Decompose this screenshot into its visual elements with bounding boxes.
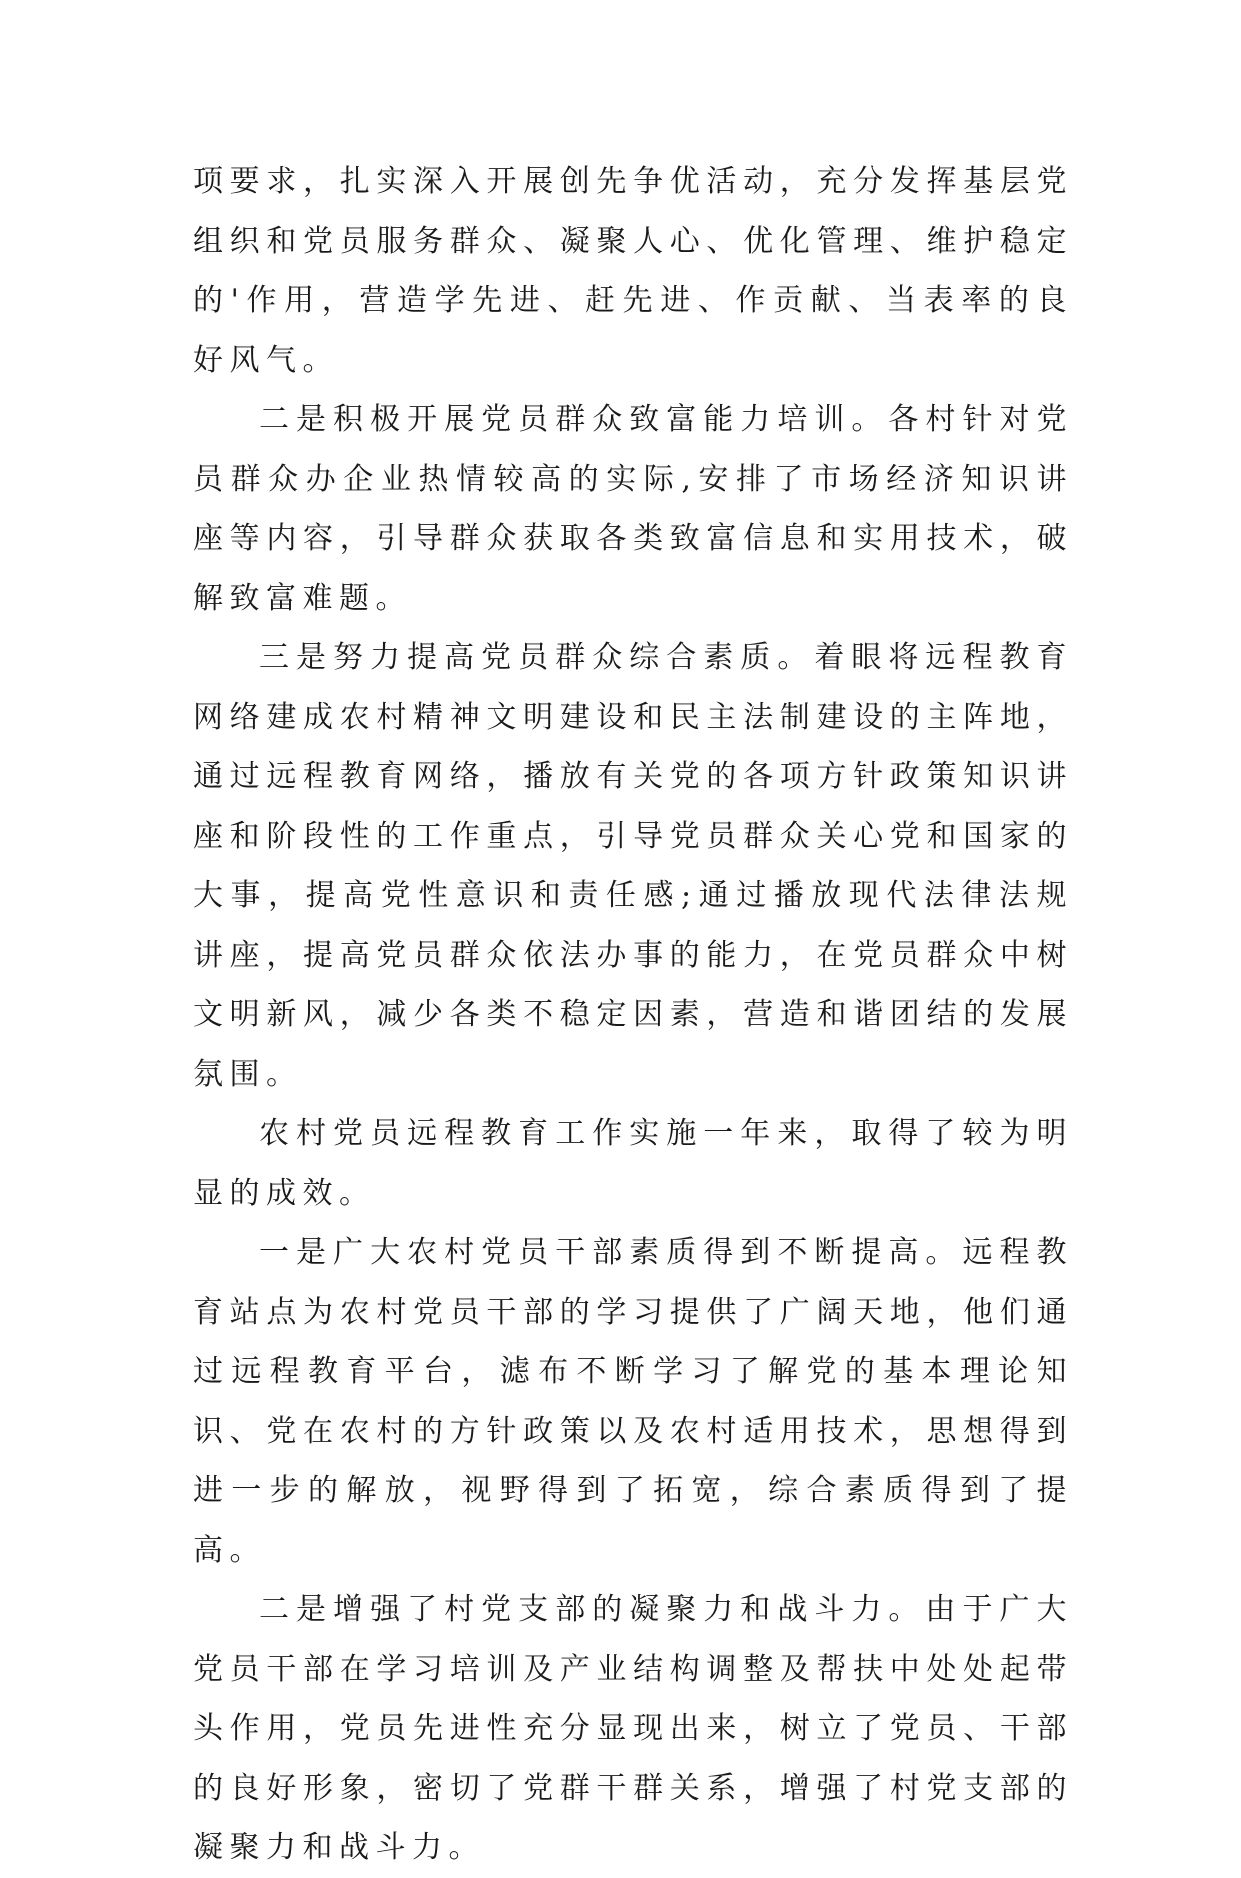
paragraph-5: 一是广大农村党员干部素质得到不断提高。远程教育站点为农村党员干部的学习提供了广阔天地，他们通过远程教育平台，滤布不断学习了解党的基本理论知识、党在农村的方针政策以及农村适用技术，思想得到进一步的解放，视野得到了拓宽，综合素质得到了提高。	[193, 1235, 1073, 1568]
paragraph-6: 二是增强了村党支部的凝聚力和战斗力。由于广大党员干部在学习培训及产业结构调整及帮扶中处处起带头作用，党员先进性充分显现出来，树立了党员、干部的良好形象，密切了党群干群关系，增强了村党支部的凝聚力和战斗力。	[193, 1592, 1073, 1865]
paragraph-4: 农村党员远程教育工作实施一年来，取得了较为明显的成效。	[193, 1116, 1073, 1211]
paragraph-2: 二是积极开展党员群众致富能力培训。各村针对党员群众办企业热情较高的实际,安排了市场经济知识讲座等内容，引导群众获取各类致富信息和实用技术，破解致富难题。	[193, 402, 1073, 616]
document-body	[193, 152, 1073, 1878]
paragraph-3: 三是努力提高党员群众综合素质。着眼将远程教育网络建成农村精神文明建设和民主法制建设的主阵地，通过远程教育网络，播放有关党的各项方针政策知识讲座和阶段性的工作重点，引导党员群众关心党和国家的大事，提高党性意识和责任感;通过播放现代法律法规讲座，提高党员群众依法办事的能力，在党员群众中树文明新风，减少各类不稳定因素，营造和谐团结的发展氛围。	[193, 640, 1073, 1092]
paragraph-1: 项要求，扎实深入开展创先争优活动，充分发挥基层党组织和党员服务群众、凝聚人心、优化管理、维护稳定的'作用，营造学先进、赶先进、作贡献、当表率的良好风气。	[193, 164, 1073, 378]
